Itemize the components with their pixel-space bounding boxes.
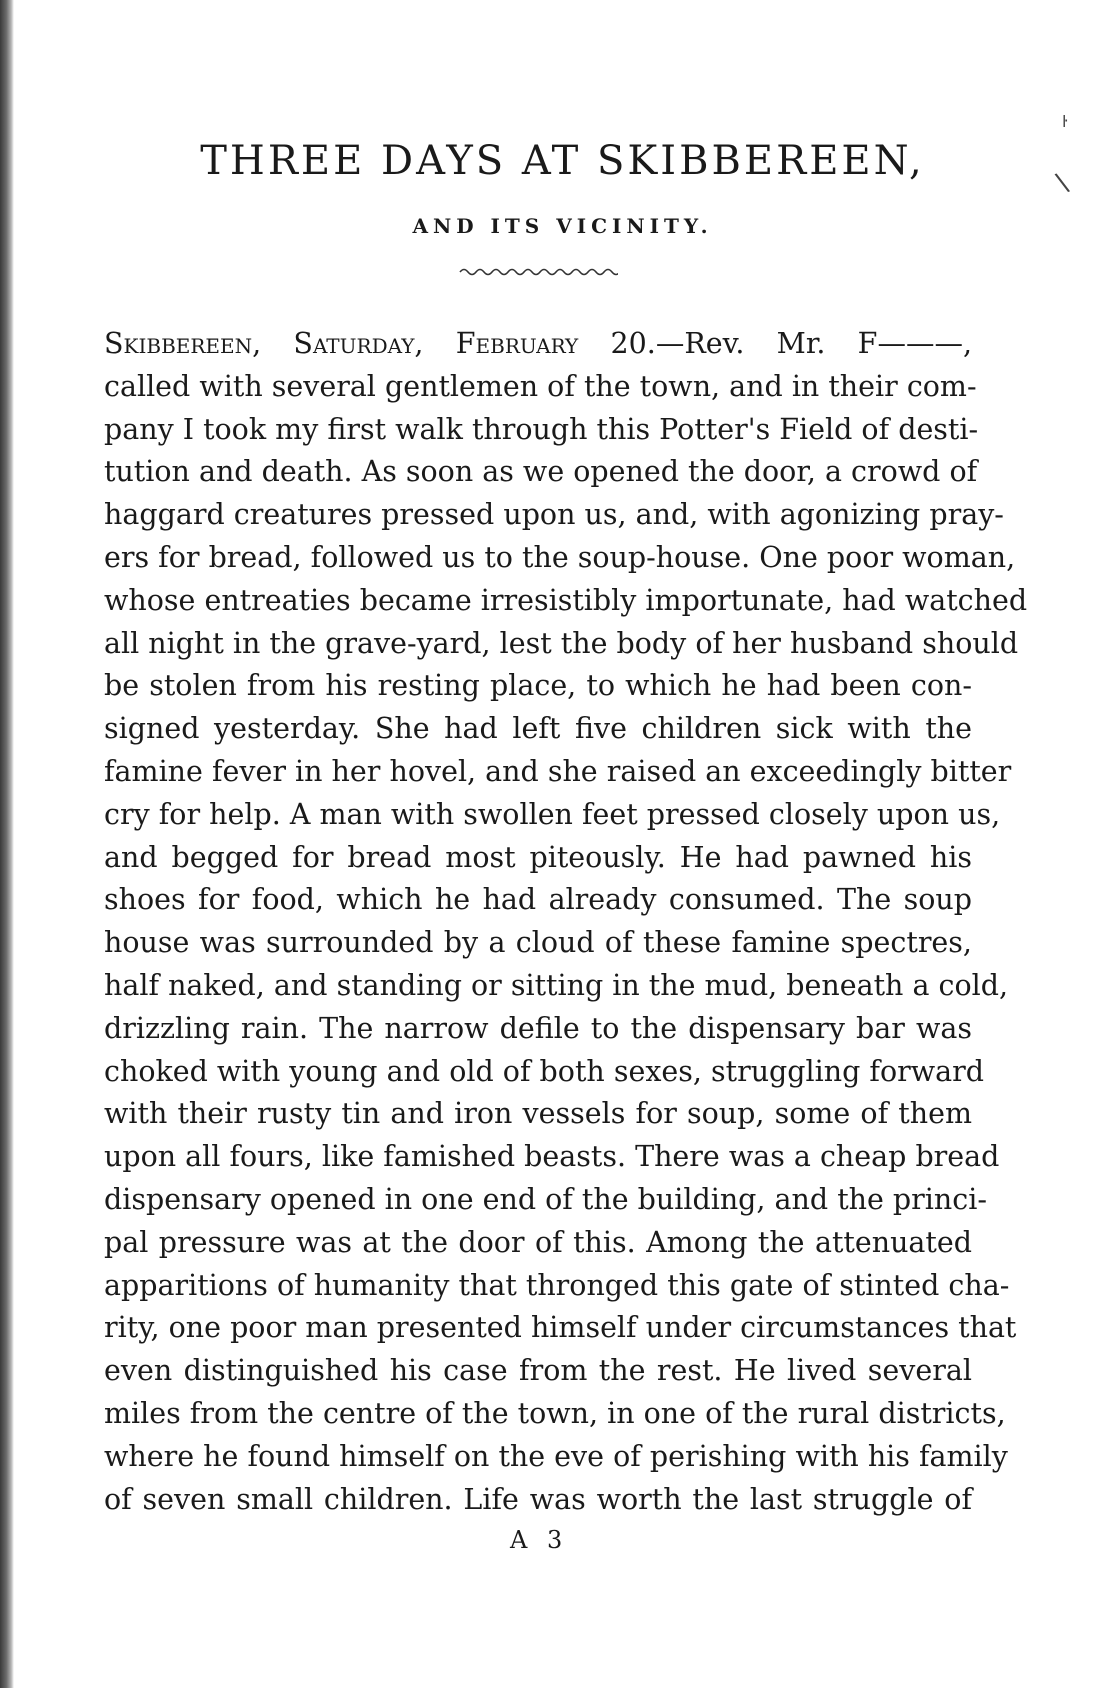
paragraph-line: be stolen from his resting place, to which he had been con-: [104, 669, 972, 703]
paragraph-line: dispensary opened in one end of the building, and the princi-: [104, 1182, 987, 1216]
page-signature-mark: A 3: [510, 1526, 569, 1554]
paragraph-line: cry for help. A man with swollen feet pressed closely upon us,: [104, 797, 1001, 831]
paragraph-line: house was surrounded by a cloud of these famine spectres,: [104, 926, 972, 960]
paragraph-line: of seven small children. Life was worth the last struggle of: [104, 1482, 972, 1516]
page-subtitle: AND ITS VICINITY.: [412, 214, 713, 238]
paragraph-line: miles from the centre of the town, in one of the rural districts,: [104, 1396, 1006, 1430]
paragraph-line: Skibbereen, Saturday, February 20.—Rev. Mr. F———,: [104, 327, 973, 360]
paragraph-line: where he found himself on the eve of perishing with his family: [104, 1439, 1008, 1473]
paragraph-line: shoes for food, which he had already consumed. The soup: [104, 883, 972, 917]
paragraph-line: apparitions of humanity that thronged this gate of stinted cha-: [104, 1268, 1010, 1302]
paragraph-line: choked with young and old of both sexes, struggling forward: [104, 1054, 985, 1088]
paragraph-line: even distinguished his case from the rest. He lived several: [104, 1354, 972, 1388]
paragraph-line: pany I took my first walk through this Potter's Field of desti-: [104, 412, 979, 446]
paragraph-line: famine fever in her hovel, and she raised an exceedingly bitter: [104, 754, 1012, 788]
paragraph-line: all night in the grave-yard, lest the body of her husband should: [104, 626, 1019, 660]
paragraph-line: haggard creatures pressed upon us, and, with agonizing pray-: [104, 498, 1004, 532]
body-paragraph: [104, 323, 1028, 1521]
page-binding-edge: [0, 0, 14, 1688]
paragraph-line: ers for bread, followed us to the soup-house. One poor woman,: [104, 540, 1016, 574]
paragraph-line: signed yesterday. She had left five children sick with the: [104, 712, 972, 746]
paragraph-line: drizzling rain. The narrow defile to the dispensary bar was: [104, 1011, 972, 1045]
paragraph-line: and begged for bread most piteously. He had pawned his: [104, 840, 972, 874]
paragraph-line: whose entreaties became irresistibly importunate, had watched: [104, 583, 1028, 617]
paragraph-line: called with several gentlemen of the town, and in their com-: [104, 369, 977, 403]
page-title: THREE DAYS AT SKIBBEREEN,: [200, 138, 925, 184]
ornament-rule: [458, 265, 618, 279]
paragraph-line: with their rusty tin and iron vessels for soup, some of them: [104, 1097, 972, 1131]
paragraph-line: rity, one poor man presented himself under circumstances that: [104, 1311, 1017, 1345]
paragraph-line: tution and death. As soon as we opened the door, a crowd of: [104, 455, 978, 489]
paragraph-line: half naked, and standing or sitting in the mud, beneath a cold,: [104, 968, 1009, 1002]
paragraph-line: upon all fours, like famished beasts. There was a cheap bread: [104, 1140, 1000, 1174]
scan-artifact-mark: \: [1053, 167, 1072, 199]
paragraph-line: pal pressure was at the door of this. Among the attenuated: [104, 1225, 972, 1259]
scan-artifact-mark: ŀ: [1062, 112, 1068, 131]
